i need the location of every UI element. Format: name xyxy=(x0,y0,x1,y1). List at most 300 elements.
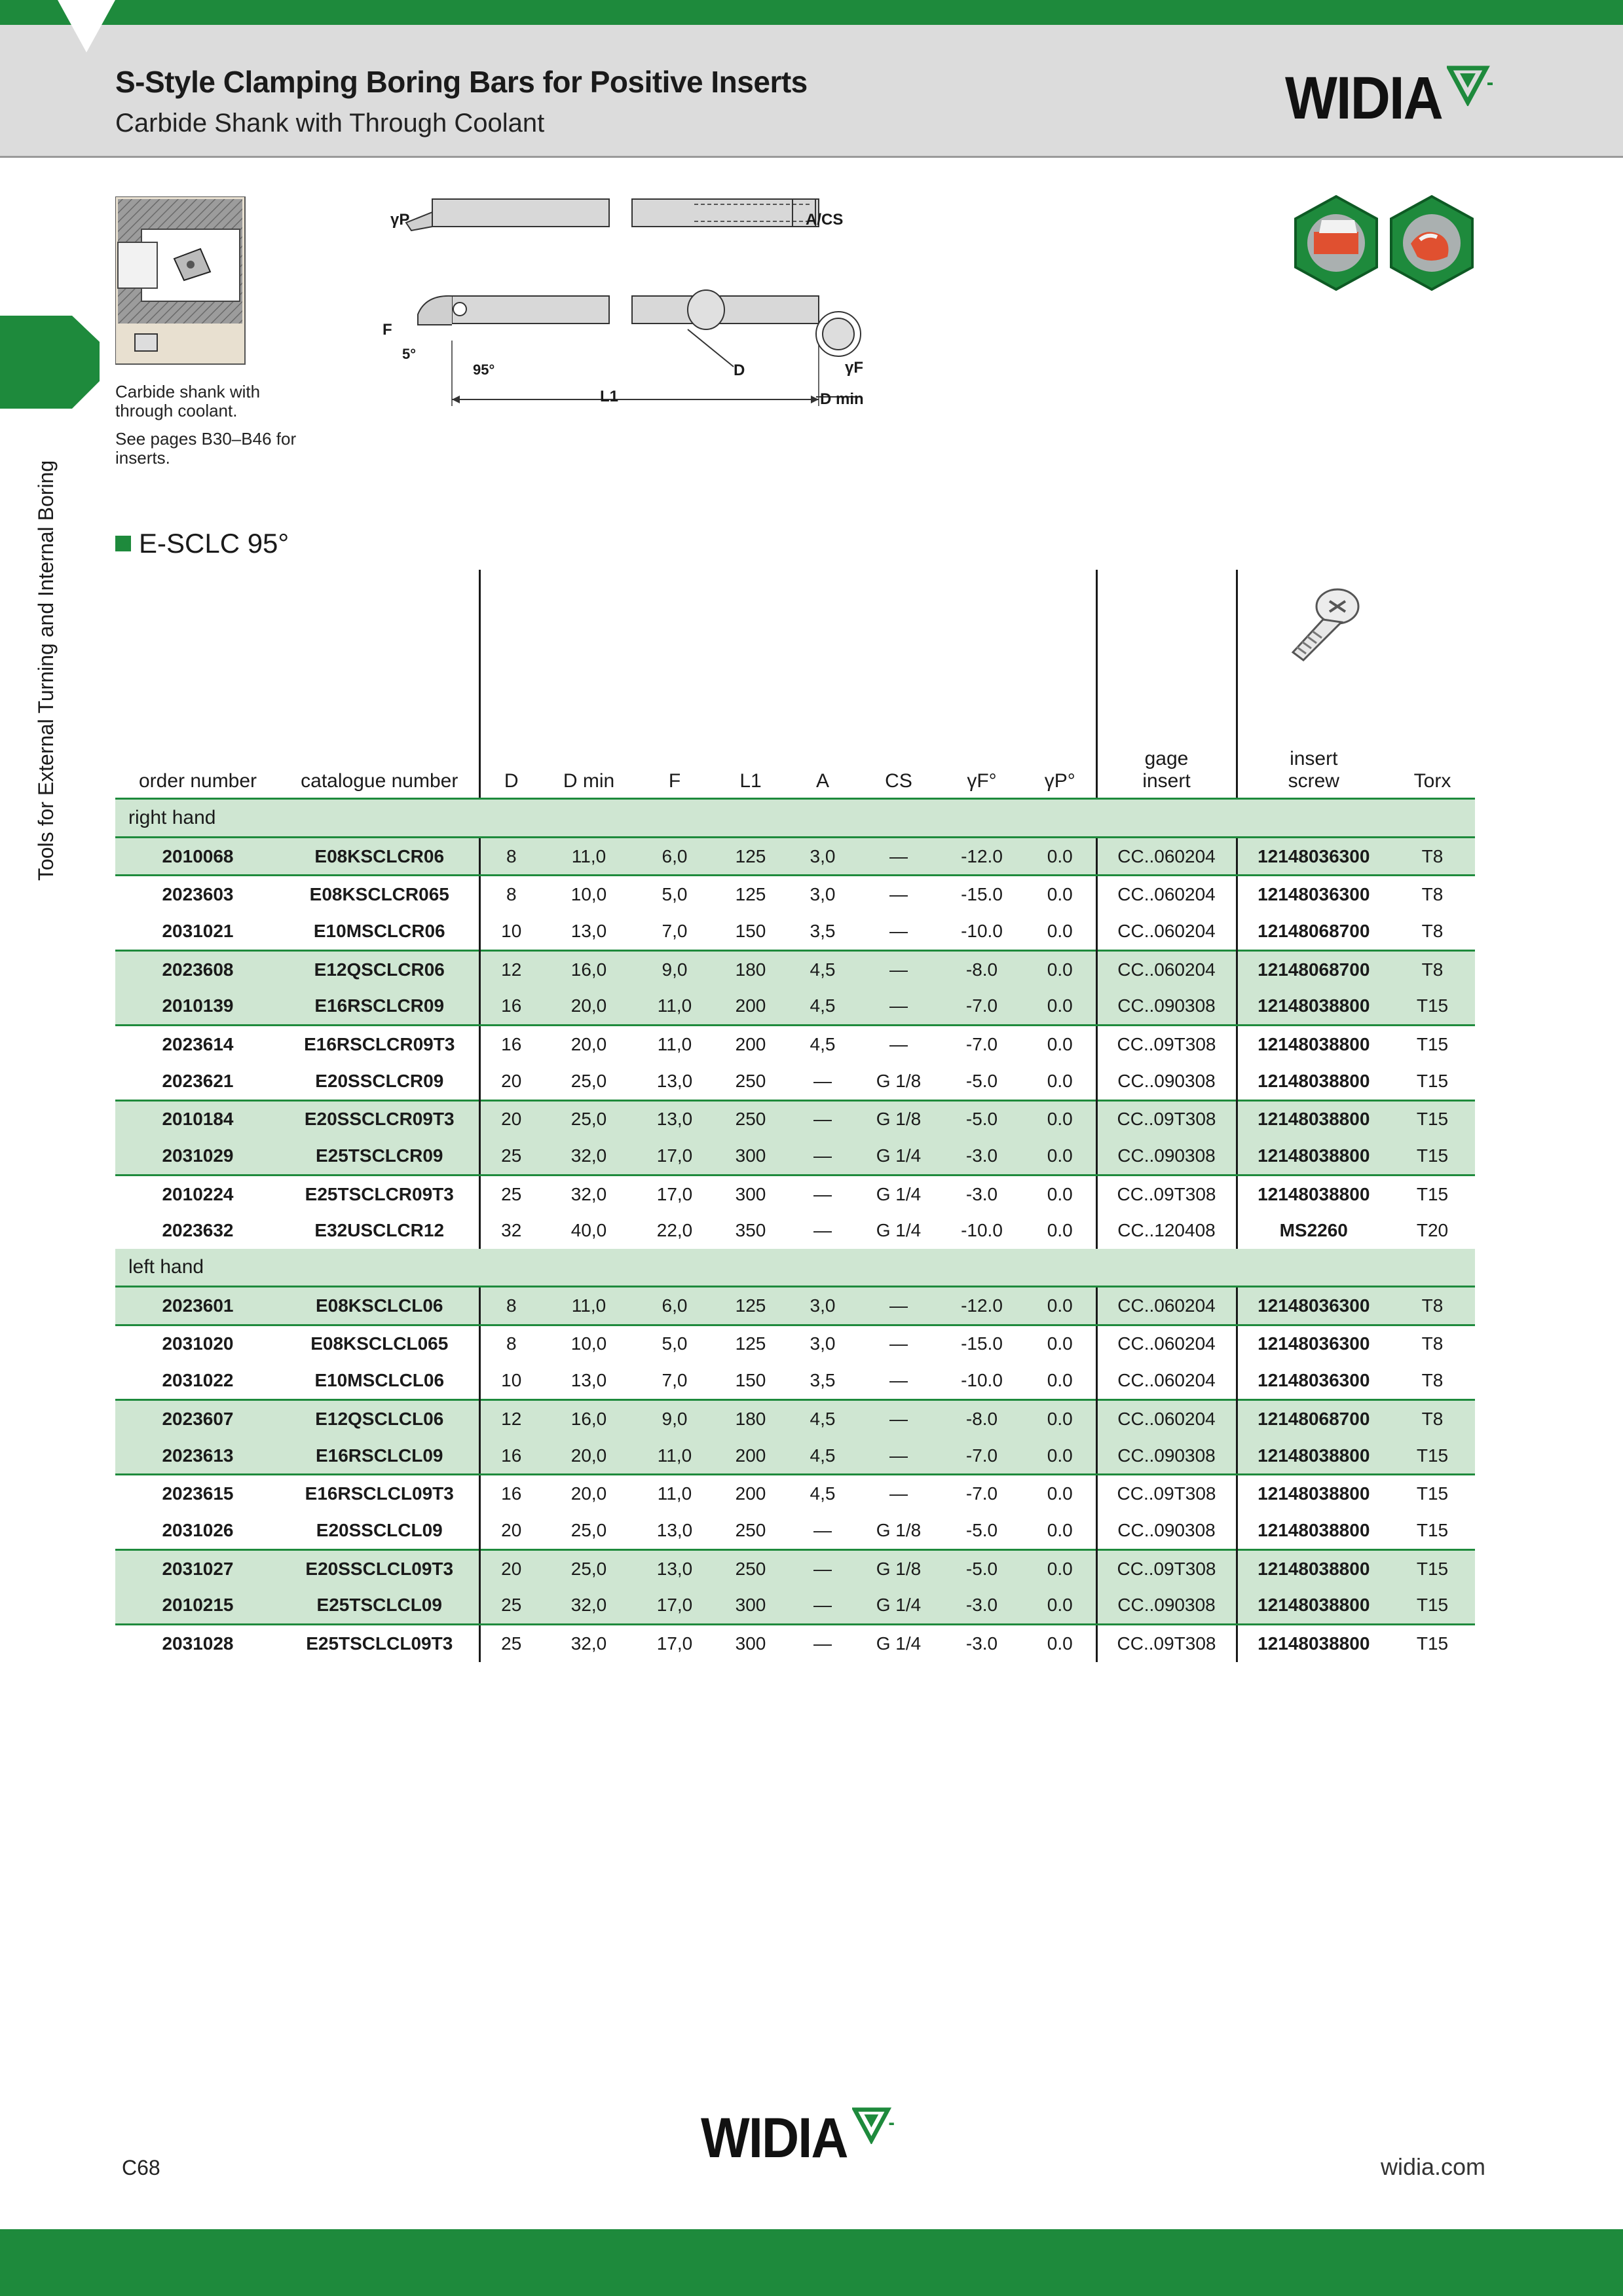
cell-d-min: 32,0 xyxy=(542,1587,635,1624)
table-row xyxy=(115,1362,1475,1399)
table-row xyxy=(115,988,1475,1025)
table-row xyxy=(115,876,1475,913)
cell-a: 3,5 xyxy=(810,920,836,941)
section-bullet-icon xyxy=(115,536,131,551)
cell-l1: 200 xyxy=(735,1483,766,1504)
hand-group-row xyxy=(115,799,1475,838)
cell-d-min: 13,0 xyxy=(570,1370,607,1391)
cell-cs: G 1/8 xyxy=(876,1070,922,1091)
hand-group-label: left hand xyxy=(115,1249,1475,1286)
cell-cs: G 1/8 xyxy=(858,1549,939,1587)
cell-insert-screw: 12148038800 xyxy=(1237,1026,1390,1063)
cell-gage-insert: CC..09T308 xyxy=(1096,1549,1237,1587)
cell-a: 4,5 xyxy=(787,950,858,988)
col-a: A xyxy=(787,570,858,799)
cell-l1: 250 xyxy=(735,1519,766,1540)
table-row xyxy=(115,1286,1475,1325)
cell-insert-screw: 12148068700 xyxy=(1237,913,1390,950)
cell-a: — xyxy=(813,1633,832,1654)
cell-l1: 200 xyxy=(714,988,787,1025)
cell-d: 25 xyxy=(479,1587,542,1624)
cell-gamma-f: -7.0 xyxy=(939,1437,1024,1475)
cell-cs: — xyxy=(889,1033,908,1054)
cell-catalogue-number: E10MSCLCL06 xyxy=(314,1370,445,1391)
cell-insert-screw: 12148038800 xyxy=(1237,1549,1390,1587)
cell-torx: T8 xyxy=(1421,1370,1444,1391)
cell-gamma-p: 0.0 xyxy=(1047,1070,1073,1091)
cell-gage-insert: CC..09T308 xyxy=(1096,1475,1237,1512)
cell-a: 4,5 xyxy=(810,1483,836,1504)
cell-gamma-f: -8.0 xyxy=(939,1400,1024,1437)
col-gamma-p: γP° xyxy=(1024,570,1096,799)
cell-gage-insert: CC..060204 xyxy=(1096,876,1237,913)
top-green-bar xyxy=(0,0,1623,25)
logo-triangle-icon xyxy=(1447,64,1494,106)
cell-d-min: 32,0 xyxy=(542,1138,635,1175)
cell-a: — xyxy=(787,1100,858,1138)
cell-gamma-p: 0.0 xyxy=(1024,1549,1096,1587)
table-row xyxy=(115,1063,1475,1100)
cell-order-number: 2010184 xyxy=(115,1100,280,1138)
side-tab-marker xyxy=(0,316,100,409)
cell-d: 16 xyxy=(479,988,542,1025)
cell-d: 8 xyxy=(479,876,542,913)
table-row xyxy=(115,1325,1475,1362)
cell-a: — xyxy=(787,1587,858,1624)
cell-gage-insert: CC..060204 xyxy=(1096,950,1237,988)
cell-d-min: 20,0 xyxy=(570,1033,607,1054)
cell-f: 17,0 xyxy=(635,1587,714,1624)
cell-torx: T15 xyxy=(1390,1587,1475,1624)
cell-torx: T8 xyxy=(1421,1333,1444,1354)
col-insert-screw xyxy=(1237,570,1390,799)
cell-f: 6,0 xyxy=(635,1286,714,1325)
cell-gage-insert: CC..120408 xyxy=(1096,1213,1237,1250)
cell-insert-screw: 12148036300 xyxy=(1237,876,1390,913)
cell-a: 3,5 xyxy=(810,1370,836,1391)
cell-a: 3,0 xyxy=(787,1286,858,1325)
cell-cs: — xyxy=(889,1483,908,1504)
cell-order-number: 2010224 xyxy=(162,1183,234,1204)
cell-torx: T8 xyxy=(1390,950,1475,988)
cell-gage-insert: CC..09T308 xyxy=(1096,1625,1237,1662)
cell-order-number: 2023615 xyxy=(162,1483,234,1504)
cell-f: 9,0 xyxy=(635,950,714,988)
cell-order-number: 2031027 xyxy=(115,1549,280,1587)
cell-gamma-f: -5.0 xyxy=(965,1519,998,1540)
label-gamma-p: γP xyxy=(390,211,410,229)
cell-gamma-f: -8.0 xyxy=(939,950,1024,988)
cell-order-number: 2031020 xyxy=(162,1333,234,1354)
cell-cs: G 1/4 xyxy=(858,1587,939,1624)
cell-l1: 200 xyxy=(735,1033,766,1054)
cell-gamma-f: -12.0 xyxy=(939,837,1024,876)
section-heading xyxy=(115,528,289,559)
cell-d: 32 xyxy=(479,1213,542,1250)
cell-d-min: 16,0 xyxy=(542,1400,635,1437)
cell-d: 8 xyxy=(479,837,542,876)
cell-catalogue-number: E20SSCLCL09 xyxy=(316,1519,443,1540)
cell-catalogue-number: E12QSCLCL06 xyxy=(280,1400,479,1437)
side-section-label: Tools for External Turning and Internal Boring xyxy=(34,460,58,881)
page-title: S-Style Clamping Boring Bars for Positive Inserts xyxy=(115,65,808,99)
cell-a: — xyxy=(813,1519,832,1540)
cell-d-min: 11,0 xyxy=(542,837,635,876)
cell-f: 13,0 xyxy=(635,1549,714,1587)
cell-catalogue-number: E08KSCLCR06 xyxy=(280,837,479,876)
cell-torx: T15 xyxy=(1390,1437,1475,1475)
cell-l1: 180 xyxy=(714,1400,787,1437)
cell-catalogue-number: E08KSCLCR065 xyxy=(309,884,449,905)
cell-gage-insert: CC..060204 xyxy=(1096,1362,1237,1399)
cell-cs: G 1/4 xyxy=(876,1633,922,1654)
cell-gamma-p: 0.0 xyxy=(1047,1220,1073,1241)
cell-d: 20 xyxy=(479,1512,542,1549)
cell-torx: T15 xyxy=(1390,1100,1475,1138)
cell-f: 7,0 xyxy=(662,1370,688,1391)
caption-carbide-shank: Carbide shank with through coolant. xyxy=(115,382,261,420)
cell-gamma-f: -5.0 xyxy=(965,1070,998,1091)
cell-gamma-p: 0.0 xyxy=(1024,1587,1096,1624)
cell-a: 4,5 xyxy=(787,1400,858,1437)
cell-gamma-f: -10.0 xyxy=(961,1220,1003,1241)
table-row xyxy=(115,1437,1475,1475)
cell-order-number: 2031029 xyxy=(115,1138,280,1175)
table-row xyxy=(115,913,1475,950)
cell-catalogue-number: E10MSCLCR06 xyxy=(313,920,445,941)
cell-insert-screw: 12148038800 xyxy=(1237,988,1390,1025)
cell-gamma-p: 0.0 xyxy=(1047,920,1073,941)
cell-l1: 350 xyxy=(735,1220,766,1241)
cell-gamma-f: -7.0 xyxy=(965,1483,998,1504)
cell-catalogue-number: E25TSCLCR09 xyxy=(280,1138,479,1175)
cell-d: 16 xyxy=(479,1437,542,1475)
cell-insert-screw: 12148038800 xyxy=(1237,1100,1390,1138)
table-header-row xyxy=(115,570,1475,799)
cell-l1: 180 xyxy=(714,950,787,988)
product-table xyxy=(115,570,1475,1662)
cell-order-number: 2031026 xyxy=(162,1519,234,1540)
col-gage-insert-line2: insert xyxy=(1142,770,1191,792)
table-row xyxy=(115,1400,1475,1437)
cell-catalogue-number: E16RSCLCL09 xyxy=(280,1437,479,1475)
cell-gamma-f: -7.0 xyxy=(939,988,1024,1025)
cell-insert-screw: MS2260 xyxy=(1237,1213,1390,1250)
cell-d: 20 xyxy=(479,1549,542,1587)
cell-gamma-p: 0.0 xyxy=(1024,837,1096,876)
cell-gamma-p: 0.0 xyxy=(1024,1286,1096,1325)
col-d: D xyxy=(479,570,542,799)
footer-logo-wordmark: WIDIA xyxy=(701,2107,848,2170)
col-gamma-f: γF° xyxy=(939,570,1024,799)
cross-section-illustration xyxy=(115,196,246,365)
cell-f: 11,0 xyxy=(657,1033,692,1054)
cell-cs: G 1/4 xyxy=(876,1183,922,1204)
cell-order-number: 2023632 xyxy=(162,1220,234,1241)
cell-d: 10 xyxy=(479,1362,542,1399)
cell-l1: 300 xyxy=(714,1138,787,1175)
cell-order-number: 2023608 xyxy=(115,950,280,988)
cell-l1: 250 xyxy=(735,1070,766,1091)
section-title: E-SCLC 95° xyxy=(139,528,289,559)
cell-d: 10 xyxy=(479,913,542,950)
cell-gage-insert: CC..060204 xyxy=(1096,1286,1237,1325)
cell-insert-screw: 12148038800 xyxy=(1237,1437,1390,1475)
widia-logo xyxy=(1285,65,1494,132)
cell-f: 5,0 xyxy=(662,1333,688,1354)
col-torx: Torx xyxy=(1390,570,1475,799)
cell-d-min: 10,0 xyxy=(570,1333,607,1354)
cell-gamma-f: -10.0 xyxy=(961,1370,1003,1391)
cell-f: 17,0 xyxy=(656,1183,693,1204)
cell-f: 13,0 xyxy=(635,1100,714,1138)
table-row xyxy=(115,1026,1475,1063)
cell-f: 17,0 xyxy=(635,1138,714,1175)
table-row xyxy=(115,1625,1475,1662)
label-a-cs: A/CS xyxy=(806,211,844,229)
cell-f: 9,0 xyxy=(635,1400,714,1437)
cell-a: 4,5 xyxy=(810,1033,836,1054)
cell-d-min: 20,0 xyxy=(570,1483,607,1504)
cell-d-min: 32,0 xyxy=(570,1633,607,1654)
cell-d-min: 20,0 xyxy=(542,988,635,1025)
cell-a: 4,5 xyxy=(787,1437,858,1475)
cell-cs: — xyxy=(858,837,939,876)
cell-gage-insert: CC..090308 xyxy=(1096,1063,1237,1100)
cell-cs: — xyxy=(858,950,939,988)
table-row xyxy=(115,1512,1475,1549)
cell-d: 12 xyxy=(479,1400,542,1437)
cell-f: 22,0 xyxy=(656,1220,693,1241)
cell-insert-screw: 12148038800 xyxy=(1237,1587,1390,1624)
cell-gage-insert: CC..060204 xyxy=(1096,913,1237,950)
cell-torx: T15 xyxy=(1416,1183,1449,1204)
cell-d: 25 xyxy=(479,1175,542,1212)
cell-order-number: 2023603 xyxy=(162,884,234,905)
cell-catalogue-number: E32USCLCR12 xyxy=(314,1220,445,1241)
cell-order-number: 2010139 xyxy=(115,988,280,1025)
cell-order-number: 2031028 xyxy=(162,1633,234,1654)
col-f: F xyxy=(635,570,714,799)
table-row xyxy=(115,950,1475,988)
label-95-deg: 95° xyxy=(473,361,495,378)
cell-a: — xyxy=(813,1070,832,1091)
cell-insert-screw: 12148036300 xyxy=(1237,1286,1390,1325)
cell-f: 5,0 xyxy=(662,884,688,905)
cell-order-number: 2023607 xyxy=(115,1400,280,1437)
cell-torx: T15 xyxy=(1416,1483,1449,1504)
website-link[interactable]: widia.com xyxy=(1381,2153,1486,2180)
cell-f: 7,0 xyxy=(662,920,688,941)
label-l1: L1 xyxy=(600,388,619,405)
cell-gamma-p: 0.0 xyxy=(1047,884,1073,905)
cell-l1: 250 xyxy=(714,1549,787,1587)
cell-gamma-f: -3.0 xyxy=(939,1138,1024,1175)
cell-gage-insert: CC..090308 xyxy=(1096,988,1237,1025)
cell-catalogue-number: E25TSCLCL09 xyxy=(280,1587,479,1624)
label-d-min: D min xyxy=(820,390,864,408)
cell-torx: T15 xyxy=(1390,1138,1475,1175)
cell-l1: 125 xyxy=(714,837,787,876)
cell-l1: 300 xyxy=(735,1633,766,1654)
cell-a: 3,0 xyxy=(810,884,836,905)
cell-gamma-f: -7.0 xyxy=(965,1033,998,1054)
cell-d-min: 20,0 xyxy=(542,1437,635,1475)
cell-d: 8 xyxy=(479,1325,542,1362)
cell-cs: — xyxy=(889,1370,908,1391)
cell-gage-insert: CC..090308 xyxy=(1096,1437,1237,1475)
cell-d-min: 25,0 xyxy=(542,1549,635,1587)
cell-gage-insert: CC..09T308 xyxy=(1096,1100,1237,1138)
cell-catalogue-number: E20SSCLCR09 xyxy=(315,1070,444,1091)
cell-d: 8 xyxy=(479,1286,542,1325)
cell-d: 25 xyxy=(479,1138,542,1175)
cell-a: 3,0 xyxy=(810,1333,836,1354)
cell-insert-screw: 12148038800 xyxy=(1237,1625,1390,1662)
cell-l1: 300 xyxy=(714,1587,787,1624)
cell-gage-insert: CC..060204 xyxy=(1096,837,1237,876)
cell-gamma-p: 0.0 xyxy=(1047,1370,1073,1391)
cell-d-min: 13,0 xyxy=(570,920,607,941)
cell-gage-insert: CC..090308 xyxy=(1096,1138,1237,1175)
table-row xyxy=(115,1138,1475,1175)
cell-gage-insert: CC..09T308 xyxy=(1096,1175,1237,1212)
label-d: D xyxy=(734,361,745,379)
cell-f: 17,0 xyxy=(656,1633,693,1654)
cell-catalogue-number: E08KSCLCL06 xyxy=(280,1286,479,1325)
cell-insert-screw: 12148038800 xyxy=(1237,1475,1390,1512)
table-row xyxy=(115,1587,1475,1624)
header-notch xyxy=(58,0,115,52)
cell-gage-insert: CC..060204 xyxy=(1096,1400,1237,1437)
cell-cs: G 1/8 xyxy=(858,1100,939,1138)
table-body xyxy=(115,799,1475,1662)
cell-torx: T8 xyxy=(1390,1286,1475,1325)
cell-f: 6,0 xyxy=(635,837,714,876)
cell-d: 16 xyxy=(479,1475,542,1512)
cell-a: 3,0 xyxy=(787,837,858,876)
cell-torx: T15 xyxy=(1416,1519,1449,1540)
cell-gamma-p: 0.0 xyxy=(1047,1033,1073,1054)
internal-boring-icon xyxy=(1387,194,1476,292)
cell-torx: T8 xyxy=(1390,1400,1475,1437)
cell-gamma-p: 0.0 xyxy=(1047,1183,1073,1204)
cell-catalogue-number: E08KSCLCL065 xyxy=(310,1333,449,1354)
cell-gamma-f: -3.0 xyxy=(965,1183,998,1204)
cell-cs: — xyxy=(858,1400,939,1437)
footer-logo-triangle-icon xyxy=(852,2106,895,2144)
cell-d: 25 xyxy=(479,1625,542,1662)
cell-cs: — xyxy=(858,988,939,1025)
cell-gamma-p: 0.0 xyxy=(1024,1100,1096,1138)
cell-torx: T15 xyxy=(1390,988,1475,1025)
cell-f: 11,0 xyxy=(635,1437,714,1475)
col-insert-screw-line1: insert xyxy=(1290,748,1338,769)
cell-cs: G 1/4 xyxy=(858,1138,939,1175)
label-f: F xyxy=(382,321,392,339)
col-d-min: D min xyxy=(542,570,635,799)
cell-torx: T8 xyxy=(1421,884,1444,905)
cell-catalogue-number: E16RSCLCL09T3 xyxy=(305,1483,454,1504)
cell-d: 20 xyxy=(479,1063,542,1100)
cell-gamma-p: 0.0 xyxy=(1024,1437,1096,1475)
cell-insert-screw: 12148036300 xyxy=(1237,1362,1390,1399)
cell-a: — xyxy=(813,1183,832,1204)
cell-order-number: 2023614 xyxy=(162,1033,234,1054)
col-catalogue-number: catalogue number xyxy=(280,570,479,799)
cell-torx: T8 xyxy=(1421,920,1444,941)
cell-order-number: 2031022 xyxy=(162,1370,234,1391)
boring-bar-drawing xyxy=(380,190,878,419)
table-row xyxy=(115,837,1475,876)
cell-gamma-f: -5.0 xyxy=(939,1549,1024,1587)
table-row xyxy=(115,1475,1475,1512)
cell-l1: 200 xyxy=(714,1437,787,1475)
table-row xyxy=(115,1175,1475,1212)
cell-gamma-f: -15.0 xyxy=(961,884,1003,905)
cell-torx: T8 xyxy=(1390,837,1475,876)
cell-torx: T15 xyxy=(1416,1033,1449,1054)
cell-f: 11,0 xyxy=(635,988,714,1025)
cell-d-min: 40,0 xyxy=(570,1220,607,1241)
col-insert-screw-line2: screw xyxy=(1288,770,1339,792)
cell-d-min: 25,0 xyxy=(542,1100,635,1138)
cell-l1: 150 xyxy=(735,1370,766,1391)
table-row xyxy=(115,1213,1475,1250)
cell-torx: T15 xyxy=(1416,1070,1449,1091)
cell-torx: T15 xyxy=(1390,1549,1475,1587)
cell-insert-screw: 12148068700 xyxy=(1237,1400,1390,1437)
cell-gamma-f: -3.0 xyxy=(939,1587,1024,1624)
cell-l1: 125 xyxy=(735,1333,766,1354)
cell-order-number: 2010068 xyxy=(115,837,280,876)
table-row xyxy=(115,1549,1475,1587)
cell-gamma-p: 0.0 xyxy=(1024,950,1096,988)
label-gamma-f: γF xyxy=(845,359,864,377)
hand-group-row xyxy=(115,1249,1475,1286)
cell-gamma-p: 0.0 xyxy=(1024,988,1096,1025)
external-turning-icon xyxy=(1292,194,1381,292)
cell-a: — xyxy=(787,1138,858,1175)
cell-insert-screw: 12148036300 xyxy=(1237,1325,1390,1362)
cell-insert-screw: 12148038800 xyxy=(1237,1512,1390,1549)
cell-order-number: 2023613 xyxy=(115,1437,280,1475)
cell-gamma-f: -3.0 xyxy=(965,1633,998,1654)
cell-l1: 150 xyxy=(735,920,766,941)
cell-cs: — xyxy=(889,920,908,941)
cell-gamma-p: 0.0 xyxy=(1047,1519,1073,1540)
caption-see-pages: See pages B30–B46 for inserts. xyxy=(115,429,297,468)
col-gage-insert-line1: gage xyxy=(1144,748,1189,769)
cell-gage-insert: CC..090308 xyxy=(1096,1512,1237,1549)
cell-torx: T20 xyxy=(1416,1220,1449,1241)
cell-insert-screw: 12148038800 xyxy=(1237,1175,1390,1212)
cell-f: 13,0 xyxy=(656,1519,693,1540)
cell-a: 4,5 xyxy=(787,988,858,1025)
col-l1: L1 xyxy=(714,570,787,799)
cell-cs: — xyxy=(889,884,908,905)
cell-l1: 250 xyxy=(714,1100,787,1138)
cell-d: 12 xyxy=(479,950,542,988)
col-gage-insert xyxy=(1096,570,1237,799)
cell-gamma-p: 0.0 xyxy=(1047,1333,1073,1354)
logo-wordmark: WIDIA xyxy=(1285,65,1442,132)
cell-order-number: 2031021 xyxy=(162,920,234,941)
cell-insert-screw: 12148036300 xyxy=(1237,837,1390,876)
cell-l1: 125 xyxy=(714,1286,787,1325)
cell-gamma-f: -15.0 xyxy=(961,1333,1003,1354)
cell-cs: — xyxy=(889,1333,908,1354)
